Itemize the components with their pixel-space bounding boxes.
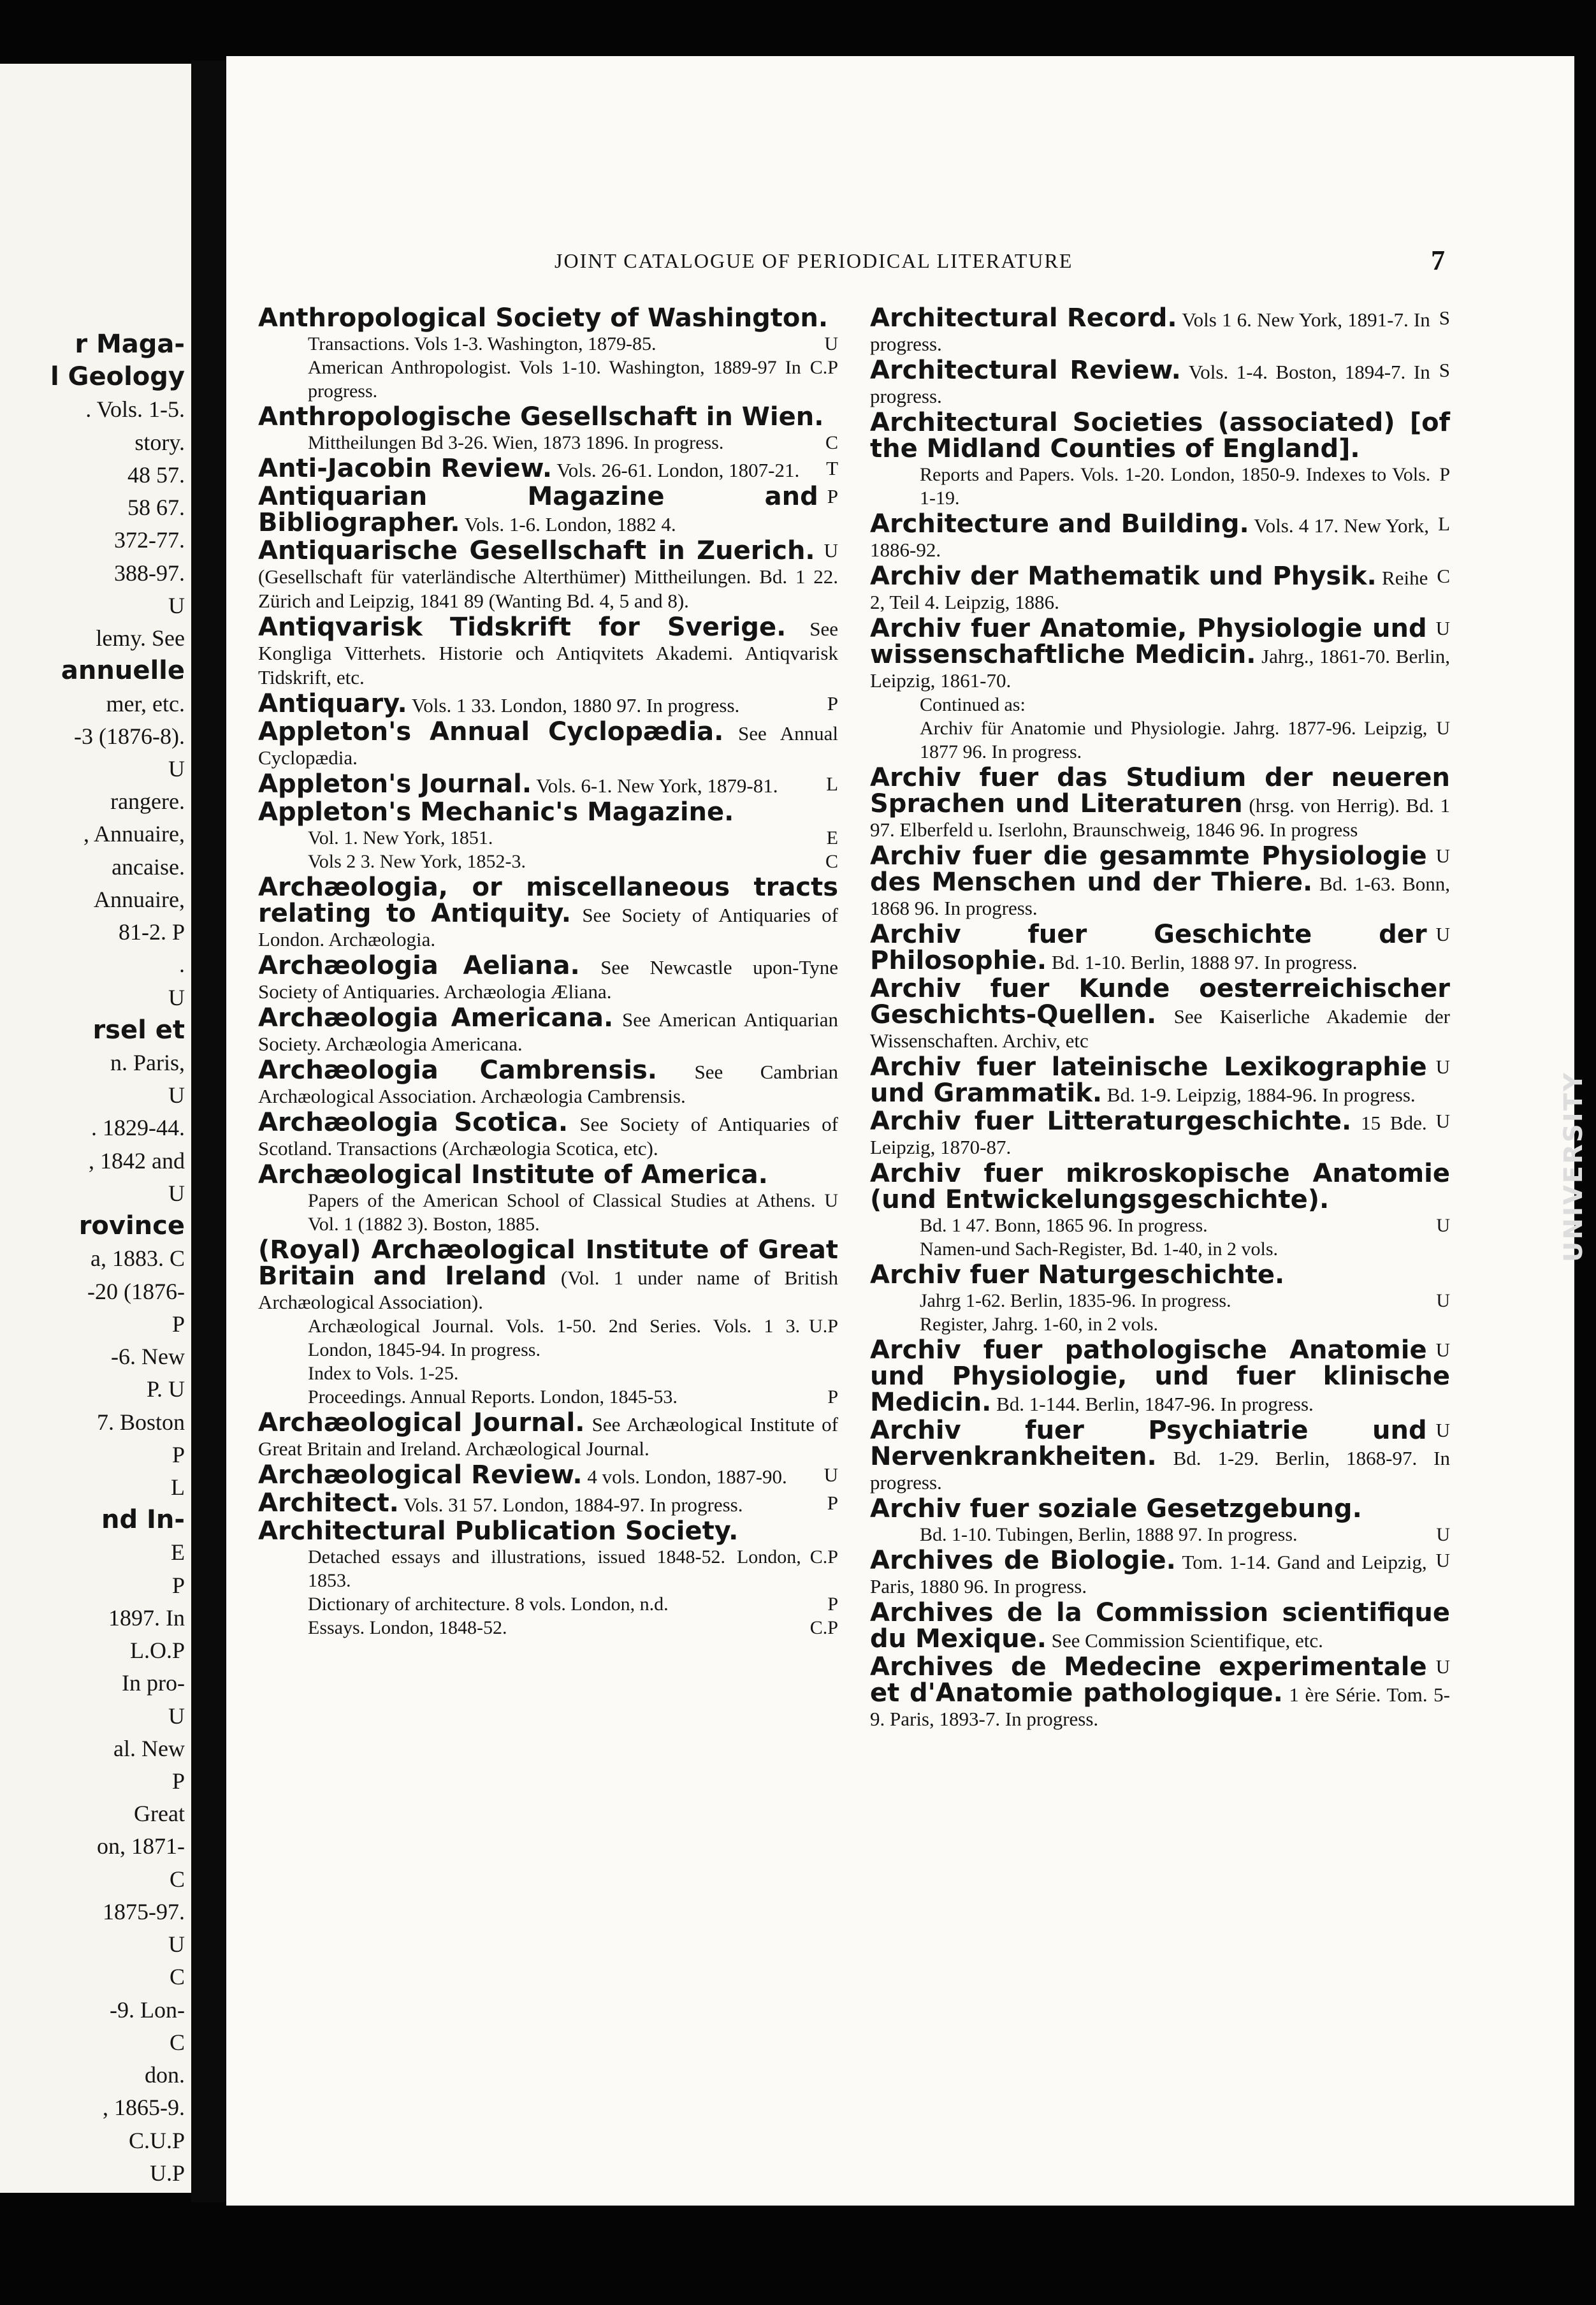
entry-headline [870,564,1450,614]
previous-page-text: U [168,1180,185,1206]
entry-detail-line [258,1545,838,1592]
entry-description: (Gesellschaft für vaterländische Alterthümer) Mittheilungen. Bd. 1 22. Zürich and Leipzig, 1841 89 (Wanting Bd. 4, 5 and 8). [258,565,838,612]
previous-page-text: -9. Lon- [110,1996,185,2023]
library-code: U.P [809,1316,838,1337]
library-code: L [1438,513,1450,535]
entry-description: (Vol. 1 under name of British Archæological Association). [258,1267,838,1313]
entry-title: Anthropologische Gesellschaft in Wien. [258,402,824,432]
catalogue-entry [870,616,1450,764]
previous-page-text: , 1865-9. [103,2095,185,2121]
previous-page-text: rovince [78,1211,185,1241]
catalogue-entry [870,408,1450,510]
catalogue-entry [870,564,1450,614]
entry-headline [258,769,838,799]
catalogue-entry [870,841,1450,920]
entry-headline [258,1516,838,1546]
entry-headline [870,1109,1450,1160]
entry-detail-line [870,1289,1450,1312]
entry-detail-text: Vols 2 3. New York, 1852-3. [308,851,526,872]
catalogue-entry [258,402,838,454]
entry-detail-line [258,826,838,850]
catalogue-entry [870,974,1451,1053]
entry-detail-text: Mittheilungen Bd 3-26. Wien, 1873 1896. In progress. [308,432,724,453]
previous-page-text: annuelle [61,656,185,686]
entry-detail-line [870,1214,1450,1237]
previous-page-text: 81-2. P [118,919,185,945]
entry-detail-line [870,1237,1450,1261]
entry-description: Vols 1 6. New York, 1891-7. In progress. [870,309,1430,355]
previous-page-text: E [171,1539,185,1566]
library-code: P [827,1594,838,1615]
library-code: S [1439,307,1450,329]
entry-headline [870,408,1450,463]
previous-page-text: P. U [146,1376,185,1402]
catalogue-entry [870,1161,1450,1261]
previous-page-text: C [169,2029,185,2055]
entry-headline [870,763,1451,842]
entry-detail-text: Index to Vols. 1-25. [308,1363,459,1384]
entry-detail-text: Proceedings. Annual Reports. London, 1845-53. [308,1386,678,1407]
catalogue-entry [870,358,1450,409]
entry-description: See Kongliga Vitterhets. Historie och Antiqvitets Akademi. Antiqvarisk Tidskrift, etc. [258,618,838,688]
previous-page-text: 7. Boston [96,1409,185,1435]
catalogue-entry [870,1598,1450,1654]
catalogue-entry [258,1488,838,1518]
entry-headline [258,1003,839,1056]
previous-page-text: nd In- [101,1505,185,1535]
entry-title: Anti-Jacobin Review. [258,454,553,483]
previous-page-text: , 1842 and [89,1147,185,1174]
previous-page-text: P [171,1441,185,1467]
catalogue-entry [870,1260,1450,1336]
entry-detail-text: Archæological Journal. Vols. 1-50. 2nd Series. Vols. 1 3. London, 1845-94. In progress. [308,1316,801,1360]
entry-title: Archiv fuer die gesammte Physiologie des Menschen und der Thiere. [870,841,1427,897]
catalogue-entry [258,1160,838,1236]
entry-description: Vols. 1-6. London, 1882 4. [464,513,676,535]
entry-headline [870,509,1450,562]
catalogue-entry [258,484,838,537]
previous-page-text: U [168,984,185,1010]
previous-page-text: 1897. In [108,1604,185,1631]
library-code: U [1435,923,1450,945]
entry-headline [258,951,839,1004]
entry-title: Archiv fuer das Studium der neueren Sprachen und Literaturen [870,763,1450,818]
entry-description: See Commission Scientifique, etc. [1051,1629,1323,1652]
previous-page-text: U [168,1703,185,1729]
catalogue-entry [258,1110,838,1161]
entry-detail-text: Papers of the American School of Classical Studies at Athens. Vol. 1 (1882 3). Boston, 1885. [308,1190,816,1235]
previous-page-text: U [168,755,185,782]
previous-page-text: ancaise. [112,854,185,880]
entry-detail-text: Bd. 1-10. Tubingen, Berlin, 1888 97. In progress. [920,1524,1298,1545]
library-code: T [826,457,838,479]
entry-headline [258,797,838,827]
previous-page-text: C [169,1964,185,1990]
entry-headline [870,1494,1450,1523]
entry-detail-line [258,332,838,356]
entry-detail-line [870,1523,1450,1546]
entry-title: Archives de Biologie. [870,1546,1176,1575]
entry-detail-text: Reports and Papers. Vols. 1-20. London, 1850-9. Indexes to Vols. 1-19. [920,464,1431,509]
entry-detail-text: American Anthropologist. Vols 1-10. Washington, 1889-97 In progress. [308,357,801,402]
entry-detail-text: Transactions. Vols 1-3. Washington, 1879-85. [308,333,657,354]
library-code: U [1435,1549,1450,1571]
library-code: U [1435,1339,1450,1361]
entry-detail-line [870,463,1450,510]
entry-description: Vols. 6-1. New York, 1879-81. [536,774,778,797]
entry-detail-text: Detached essays and illustrations, issued 1848-52. London, 1853. [308,1546,801,1591]
entry-headline [870,841,1450,920]
catalogue-entry [870,1418,1450,1495]
entry-detail-line [258,1314,838,1362]
previous-page-text: l Geology [50,362,185,392]
entry-headline [870,1598,1450,1654]
entry-description: Bd. 1-144. Berlin, 1847-96. In progress. [996,1393,1314,1415]
entry-title: Archiv fuer Psychiatrie und Nervenkrankheiten. [870,1416,1427,1471]
library-code: U [1436,1524,1450,1545]
entry-title: Anthropological Society of Washington. [258,303,829,333]
entry-description: See Society of Antiquaries of London. Archæologia. [258,904,839,950]
entry-description: Bd. 1-63. Bonn, 1868 96. In progress. [870,873,1450,919]
catalogue-page [226,56,1574,2206]
previous-page-text: L [171,1474,185,1500]
entry-title: Architectural Record. [870,303,1177,333]
entry-headline [870,1161,1450,1214]
entry-title: Appleton's Annual Cyclopædia. [258,717,724,746]
previous-page-text: U [168,1931,185,1958]
entry-headline [870,1418,1450,1495]
library-code: P [1439,464,1450,485]
previous-page-text: mer, etc. [106,690,185,716]
catalogue-entry [870,763,1451,842]
previous-page-text: P [171,1572,185,1598]
entry-title: Archæological Review. [258,1460,583,1490]
entry-headline [870,303,1450,356]
entry-detail-text: Archiv für Anatomie und Physiologie. Jahrg. 1877-96. Leipzig, 1877 96. In progress. [920,718,1428,762]
previous-page-text: on, 1871- [97,1833,185,1859]
entry-headline [870,1548,1450,1599]
catalogue-entry [258,456,838,483]
entry-detail-text: Continued as: [920,694,1026,715]
entry-detail-text: Vol. 1. New York, 1851. [308,827,493,848]
entry-headline [870,1260,1450,1290]
entry-headline [258,1460,838,1490]
entry-description: Bd. 1-10. Berlin, 1888 97. In progress. [1051,951,1358,973]
entry-title: Archæological Institute of America. [258,1160,768,1189]
entry-title: Archiv fuer lateinische Lexikographie und Grammatik. [870,1052,1427,1108]
entry-title: Archæologia Scotica. [258,1108,569,1137]
entry-title: Antiquarian Magazine and Bibliographer. [258,482,818,537]
catalogue-entry [870,1335,1450,1417]
previous-page-text: . Vols. 1-5. [85,396,185,423]
previous-page-text: n. Paris, [110,1050,185,1076]
entry-detail-line [870,716,1450,764]
entry-title: Archiv der Mathematik und Physik. [870,562,1377,591]
entry-detail-text: Essays. London, 1848-52. [308,1617,507,1638]
previous-page-text: -6. New [111,1344,185,1370]
page-number: 7 [1431,245,1446,276]
entry-title: Archiv fuer Kunde oesterreichischer Geschichts-Quellen. [870,974,1450,1029]
library-code: C [825,432,838,453]
previous-page-text: C.U.P [128,2127,185,2153]
entry-description: See Annual Cyclopædia. [258,722,839,769]
entry-headline [258,875,838,952]
entry-headline [258,717,839,770]
entry-description: See Kaiserliche Akademie der Wissenschaften. Archiv, etc [870,1005,1451,1052]
entry-headline [870,1335,1450,1417]
entry-headline [258,1488,838,1518]
previous-page-text: 1875-97. [103,1898,185,1924]
entry-detail-line [258,431,838,454]
entry-detail-text: Dictionary of architecture. 8 vols. London, n.d. [308,1594,669,1615]
entry-title: Antiqvarisk Tidskrift for Sverige. [258,613,787,642]
entry-title: Archiv fuer Geschichte der Philosophie. [870,920,1427,975]
entry-title: Architectural Review. [870,356,1181,385]
previous-page-text: rsel et [92,1015,185,1045]
library-code: C.P [809,1546,838,1567]
entry-description: Jahrg., 1861-70. Berlin, Leipzig, 1861-70. [870,645,1451,692]
library-code: U [824,333,838,354]
entry-detail-line [870,693,1450,716]
library-code: U [1436,1215,1450,1236]
entry-headline [258,1110,838,1161]
previous-page-text: al. New [113,1735,185,1761]
entry-headline [258,536,838,613]
entry-title: Archives de la Commission scientifique du Mexique. [870,1598,1450,1654]
previous-page-text: 372-77. [114,527,185,553]
entry-title: Archiv fuer pathologische Anatomie und Physiologie, und fuer klinische Medicin. [870,1335,1450,1417]
entry-title: Appleton's Mechanic's Magazine. [258,797,734,827]
entry-detail-line [258,1385,838,1409]
catalogue-entry [258,1235,838,1409]
entry-detail-line [258,1592,838,1616]
entry-description: See American Antiquarian Society. Archæologia Americana. [258,1008,839,1055]
entry-title: Archæological Journal. [258,1408,585,1437]
catalogue-entry [258,615,838,690]
entry-detail-line [258,356,838,403]
entry-description: Vols. 31 57. London, 1884-97. In progress. [403,1494,743,1516]
catalogue-entry [258,951,839,1004]
library-code: U [1435,617,1450,639]
catalogue-entry [258,1460,838,1490]
catalogue-entry [258,1516,838,1640]
previous-page-text: L.O.P [129,1638,185,1664]
catalogue-entry [258,1003,839,1056]
catalogue-entry [258,717,839,770]
entry-description: Bd. 1-9. Leipzig, 1884-96. In progress. [1106,1084,1416,1106]
catalogue-entry [870,509,1450,562]
entry-description: 4 vols. London, 1887-90. [587,1465,787,1488]
previous-page-text: rangere. [110,789,185,815]
previous-page-text: U [168,592,185,618]
library-code: P [827,1386,838,1407]
book-gutter [191,61,226,2202]
entry-description: Vols. 1-4. Boston, 1894-7. In progress. [870,361,1430,407]
entry-detail-text: Namen-und Sach-Register, Bd. 1-40, in 2 vols. [920,1239,1279,1260]
library-stamp [1548,905,1592,1300]
previous-page-text: a, 1883. C [91,1246,185,1272]
catalogue-entry [258,689,838,718]
library-code: C.P [809,357,838,378]
entry-detail-line [258,1362,838,1385]
entry-headline [870,922,1450,975]
library-code: S [1439,359,1450,381]
previous-page-text: . [179,952,185,978]
entry-title: Antiquarische Gesellschaft in Zuerich. [258,536,815,565]
left-column [258,303,839,1641]
library-code: L [826,773,838,795]
entry-title: Architectural Publication Society. [258,1516,739,1546]
catalogue-entry [258,1058,838,1109]
library-code: U [823,1464,838,1486]
entry-title: Architectural Societies (associated) [of the Midland Counties of England]. [870,408,1450,463]
previous-page-text: -20 (1876- [87,1278,185,1304]
entry-description: 1 ère Série. Tom. 5-9. Paris, 1893-7. In progress. [870,1683,1451,1730]
entry-headline [258,303,838,333]
entry-description: Vols. 1 33. London, 1880 97. In progress. [411,694,740,716]
entry-headline [258,1160,838,1189]
entry-headline [258,1235,838,1314]
library-code: U [1435,1419,1450,1441]
catalogue-entry [258,1408,838,1461]
library-code: U [1435,1056,1450,1078]
entry-headline [870,358,1450,409]
entry-description: See Newcastle upon-Tyne Society of Antiquaries. Archæologia Æliana. [258,956,839,1003]
catalogue-entry [258,769,838,799]
previous-page-text: 58 67. [127,495,185,521]
entry-headline [870,616,1450,693]
entry-description: Tom. 1-14. Gand and Leipzig, Paris, 1880 96. In progress. [870,1551,1427,1597]
entry-headline [258,1408,838,1461]
entry-headline [870,974,1451,1053]
entry-title: Archæologia Cambrensis. [258,1056,657,1085]
catalogue-entry [258,303,838,403]
entry-headline [258,1058,838,1109]
previous-page-text: don. [145,2062,185,2088]
library-code: U [824,1190,838,1211]
entry-description: See Society of Antiquaries of Scotland. Transactions (Archæologia Scotica, etc). [258,1113,839,1160]
entry-title: Appleton's Journal. [258,769,532,799]
entry-title: Archiv fuer Litteraturgeschichte. [870,1107,1352,1136]
entry-title: Archæologia Aeliana. [258,951,580,980]
entry-description: 15 Bde. Leipzig, 1870-87. [870,1112,1427,1158]
previous-page-text: Annuaire, [94,886,185,912]
entry-title: Archiv fuer Anatomie, Physiologie und wissenschaftliche Medicin. [870,614,1427,669]
library-code: E [826,827,838,848]
library-code: C.P [809,1617,838,1638]
catalogue-entry [870,1548,1450,1599]
entry-title: Archives de Medecine experimentale et d'Anatomie pathologique. [870,1652,1427,1708]
previous-page-text: In pro- [122,1670,185,1696]
entry-headline [258,615,838,690]
entry-detail-line [870,1312,1450,1336]
entry-detail-line [258,1616,838,1640]
entry-description: Vols. 26-61. London, 1807-21. [556,459,800,481]
entry-detail-line [258,850,838,873]
catalogue-entry [870,303,1450,356]
library-code: U [823,539,838,562]
previous-page-text: P [171,1311,185,1337]
previous-page-text: -3 (1876-8). [74,723,185,749]
entry-detail-text: Jahrg 1-62. Berlin, 1835-96. In progress. [920,1290,1231,1311]
entry-title: Archiv fuer soziale Gesetzgebung. [870,1494,1362,1523]
library-stamp-text: UNIVERSITY [1559,1071,1588,1262]
previous-page-text: , Annuaire, [83,821,185,847]
entry-headline [258,689,838,718]
library-code: U [1435,1110,1450,1132]
catalogue-entry [258,875,838,952]
catalogue-entry [258,536,838,613]
entry-headline [870,1052,1450,1108]
entry-detail-text: Bd. 1 47. Bonn, 1865 96. In progress. [920,1215,1208,1236]
entry-title: Archæologia Americana. [258,1003,614,1033]
entry-description: See Archæological Institute of Great Britain and Ireland. Archæological Journal. [258,1413,838,1460]
library-code: U [1435,845,1450,867]
entry-detail-text: Register, Jahrg. 1-60, in 2 vols. [920,1314,1159,1335]
catalogue-entry [870,1109,1450,1160]
previous-page-text: U [168,1082,185,1109]
entry-title: (Royal) Archæological Institute of Great Britain and Ireland [258,1235,838,1291]
entry-title: Architecture and Building. [870,509,1249,539]
catalogue-entry [870,1652,1451,1731]
entry-headline [258,402,838,432]
catalogue-entry [870,922,1450,975]
previous-page-text: r Maga- [75,330,185,359]
entry-title: Archiv fuer Naturgeschichte. [870,1260,1285,1290]
entry-description: Bd. 1-29. Berlin, 1868-97. In progress. [870,1447,1451,1494]
previous-page-text: 388-97. [114,560,185,586]
entry-title: Antiquary. [258,689,407,718]
right-column [870,303,1451,1733]
library-code: C [825,851,838,872]
entry-headline [258,484,838,537]
running-title: JOINT CATALOGUE OF PERIODICAL LITERATURE [555,249,1073,272]
entry-title: Architect. [258,1488,399,1518]
library-code: P [827,1492,838,1514]
catalogue-entry [258,797,838,873]
previous-page-text: . 1829-44. [91,1115,185,1141]
previous-page-text: 48 57. [127,462,185,488]
previous-page-fragment [0,64,191,2193]
library-code: U [1436,718,1450,739]
entry-detail-line [258,1189,838,1236]
catalogue-entry [870,1052,1450,1108]
entry-description: (hrsg. von Herrig). Bd. 1 97. Elberfeld u. Iserlohn, Braunschweig, 1846 96. In progress [870,794,1451,841]
previous-page-text: Great [134,1801,185,1827]
entry-title: Archiv fuer mikroskopische Anatomie (und Entwickelungsgeschichte). [870,1159,1450,1214]
library-code: C [1437,565,1450,587]
entry-title: Archæologia, or miscellaneous tracts relating to Antiquity. [258,873,838,928]
previous-page-text: C [169,1866,185,1892]
previous-page-text: story. [134,429,185,455]
entry-description: Reihe 2, Teil 4. Leipzig, 1886. [870,567,1428,613]
entry-headline [258,456,838,483]
library-code: U [1435,1655,1450,1678]
entry-description: Vols. 4 17. New York, 1886-92. [870,514,1430,561]
previous-page-text: U.P [149,2160,185,2186]
previous-page-text: P [171,1768,185,1794]
library-code: U [1436,1290,1450,1311]
library-code: P [827,485,838,507]
previous-page-text: lemy. See [96,625,185,651]
entry-headline [870,1652,1451,1731]
library-code: P [827,692,838,715]
entry-description: See Cambrian Archæological Association. Archæologia Cambrensis. [258,1061,838,1107]
catalogue-entry [870,1494,1450,1546]
